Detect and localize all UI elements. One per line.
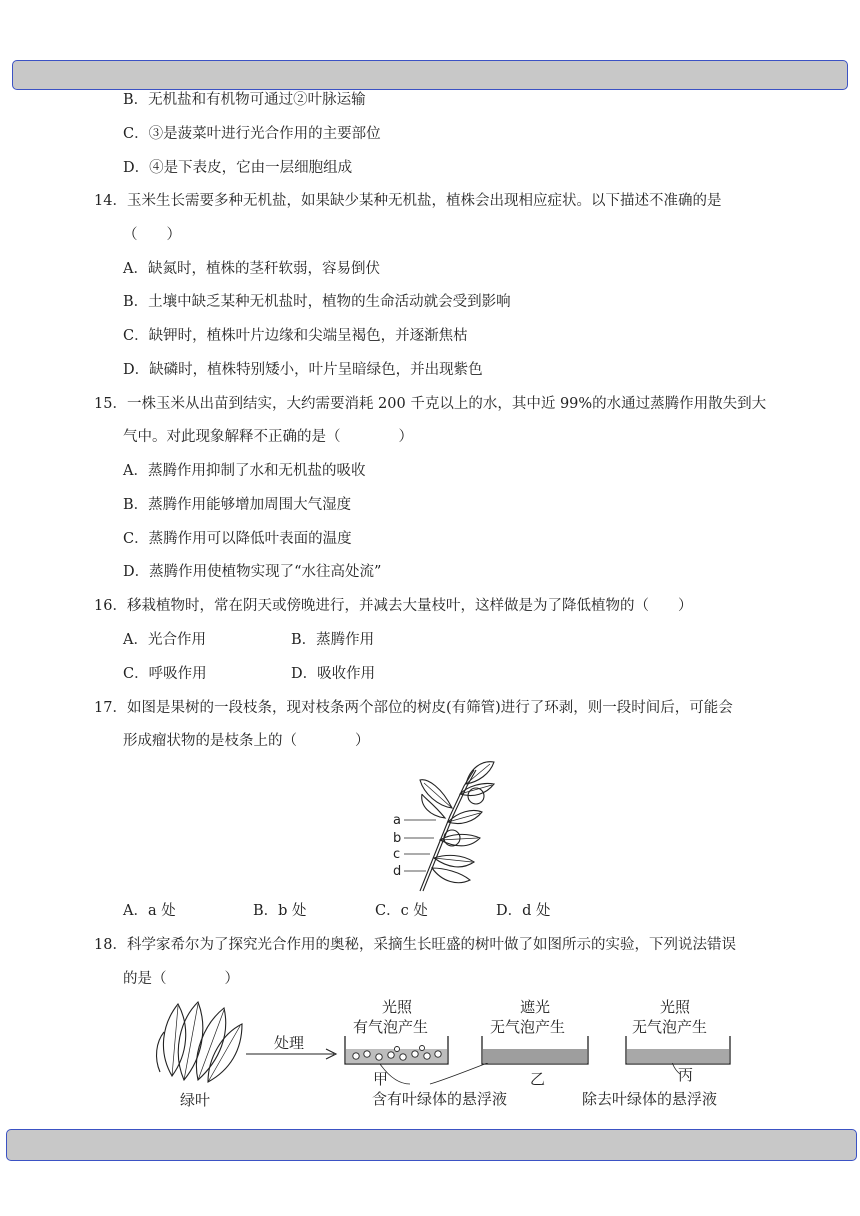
q18-stem-line1: 18．科学家希尔为了探究光合作用的奥秘，采摘生长旺盛的树叶做了如图所示的实验，下列说法错误 (94, 937, 736, 953)
fig-label-a: a (393, 813, 401, 828)
q13-option-b: B．无机盐和有机物可通过②叶脉运输 (123, 92, 366, 108)
yi-bottom-label: 无气泡产生 (490, 1018, 566, 1036)
q17-option-c: C．c 处 (375, 903, 428, 919)
header-bar (12, 60, 848, 90)
q14-option-c: C．缺钾时，植株叶片边缘和尖端呈褐色，并逐渐焦枯 (123, 328, 468, 344)
q14-option-d: D．缺磷时，植株特别矮小，叶片呈暗绿色，并出现紫色 (123, 362, 483, 378)
jia-top-label: 光照 (382, 998, 413, 1016)
yi-top-label: 遮光 (520, 998, 551, 1016)
bing-bottom-label: 无气泡产生 (632, 1018, 708, 1036)
q16-option-c: C．呼吸作用 (123, 666, 207, 682)
bing-name-label: 丙 (678, 1066, 694, 1084)
q15-stem-line1: 15．一株玉米从出苗到结实，大约需要消耗 200 千克以上的水，其中近 99%的水通过蒸腾作用散失到大 (94, 396, 767, 412)
q14-option-a: A．缺氮时，植株的茎秆软弱，容易倒伏 (123, 261, 380, 277)
q15-option-c: C．蒸腾作用可以降低叶表面的温度 (123, 531, 352, 547)
q18-stem-line2: 的是（ ） (123, 971, 239, 987)
q17-option-d: D．d 处 (496, 903, 551, 919)
fig-label-c: c (393, 847, 401, 862)
q17-stem-line2: 形成瘤状物的是枝条上的（ ） (123, 733, 370, 749)
bing-top-label: 光照 (660, 998, 691, 1016)
jia-bottom-label: 有气泡产生 (353, 1018, 429, 1036)
q14-stem-line1: 14．玉米生长需要多种无机盐，如果缺少某种无机盐，植株会出现相应症状。以下描述不准确的是 (94, 193, 722, 209)
q14-option-b: B．土壤中缺乏某种无机盐时，植物的生命活动就会受到影响 (123, 294, 511, 310)
leaf-label: 绿叶 (180, 1091, 211, 1109)
jia-name-label: 甲 (373, 1070, 389, 1088)
q14-stem-line2: （ ） (123, 227, 181, 243)
q15-option-a: A．蒸腾作用抑制了水和无机盐的吸收 (123, 463, 366, 479)
q15-stem-line2: 气中。对此现象解释不正确的是（ ） (123, 429, 413, 445)
branch-figure (390, 758, 500, 893)
q16-option-b: B．蒸腾作用 (291, 632, 375, 648)
fig-label-d: d (393, 864, 402, 879)
q17-option-a: A．a 处 (123, 903, 176, 919)
q16-option-d: D．吸收作用 (291, 666, 376, 682)
q13-option-d: D．④是下表皮，它由一层细胞组成 (123, 160, 353, 176)
q17-stem-line1: 17．如图是果树的一段枝条，现对枝条两个部位的树皮(有筛管)进行了环剥，则一段时间后，可能会 (94, 700, 733, 716)
suspension-with-label: 含有叶绿体的悬浮液 (372, 1090, 508, 1108)
q17-option-b: B．b 处 (253, 903, 307, 919)
q15-option-b: B．蒸腾作用能够增加周围大气湿度 (123, 497, 352, 513)
suspension-without-label: 除去叶绿体的悬浮液 (582, 1090, 718, 1108)
fig-label-b: b (393, 831, 402, 846)
process-label: 处理 (274, 1034, 305, 1052)
q16-option-a: A．光合作用 (123, 632, 206, 648)
q16-stem: 16．移栽植物时，常在阴天或傍晚进行，并减去大量枝叶，这样做是为了降低植物的（ ） (94, 598, 693, 614)
footer-bar (6, 1129, 857, 1161)
q13-option-c: C．③是菠菜叶进行光合作用的主要部位 (123, 126, 381, 142)
q15-option-d: D．蒸腾作用使植物实现了“水往高处流” (123, 564, 382, 580)
experiment-figure (150, 992, 750, 1112)
yi-name-label: 乙 (530, 1070, 546, 1088)
